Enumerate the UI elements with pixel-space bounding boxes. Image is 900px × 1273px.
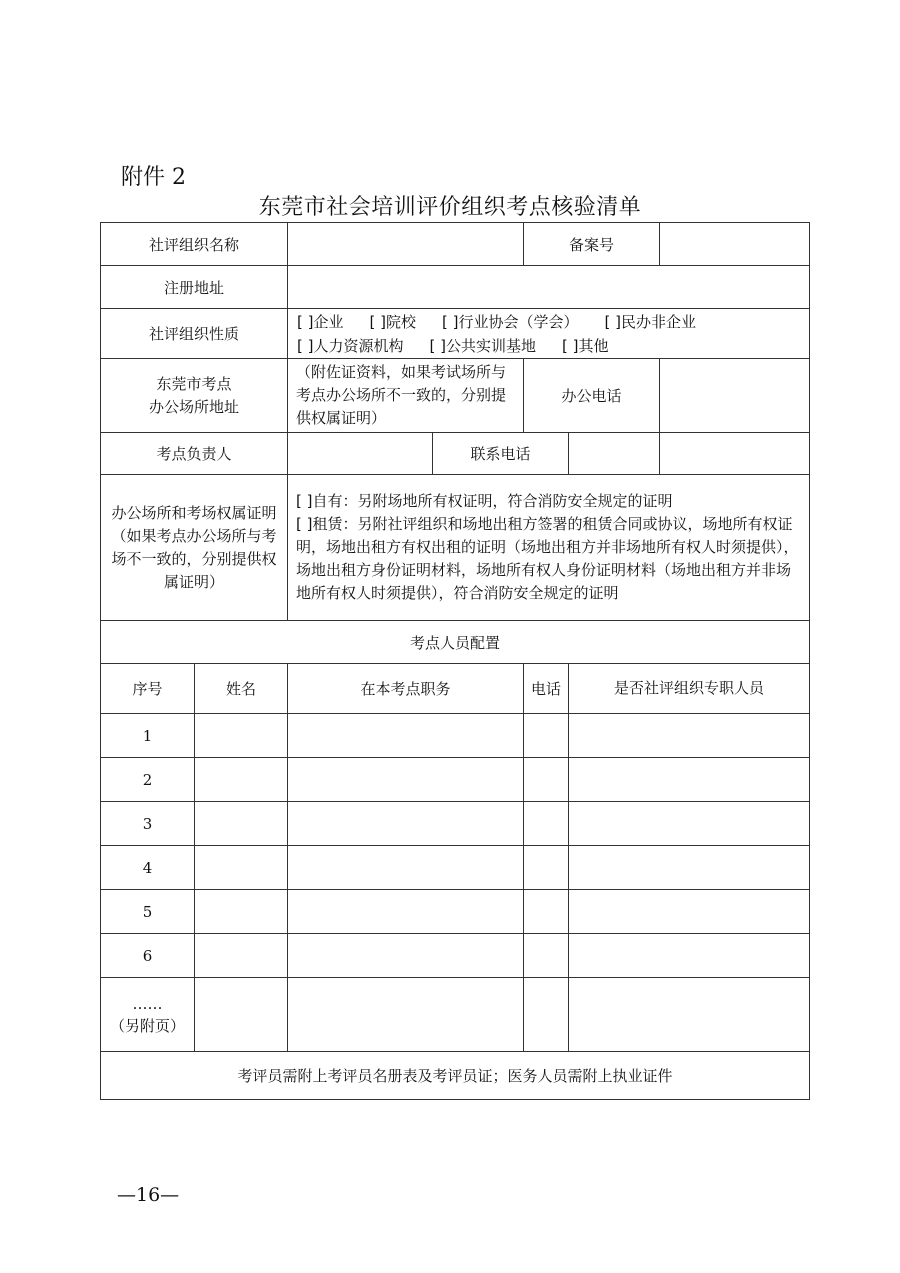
row-seq-more [101, 978, 195, 1052]
org-nature-options [288, 309, 810, 359]
option-public-training-base[interactable]: [ ]公共实训基地 [429, 336, 536, 355]
row-fulltime-cell[interactable] [569, 890, 810, 934]
office-address-label-line1: 东莞市考点 [156, 374, 232, 393]
row-name-cell[interactable] [195, 802, 288, 846]
header-seq: 序号 [101, 664, 195, 714]
option-private-nonenterprise[interactable]: [ ]民办非企业 [604, 312, 696, 331]
row-org-nature [101, 309, 810, 359]
row-position-cell[interactable] [288, 890, 524, 934]
header-name: 姓名 [195, 664, 288, 714]
row-name-cell[interactable] [195, 758, 288, 802]
reg-address-field[interactable] [288, 266, 810, 309]
office-address-label [101, 359, 288, 433]
office-phone-label: 办公电话 [524, 359, 660, 433]
row-fulltime-cell[interactable] [569, 758, 810, 802]
row-position-cell[interactable] [288, 714, 524, 758]
option-other[interactable]: [ ]其他 [561, 336, 609, 355]
row-position-cell[interactable] [288, 802, 524, 846]
table-row [101, 846, 810, 890]
attachment-label: 附件 2 [121, 165, 186, 190]
row-org-name [101, 223, 810, 266]
row-name-cell[interactable] [195, 714, 288, 758]
row-fulltime-cell[interactable] [569, 978, 810, 1052]
row-ownership [101, 475, 810, 621]
table-row [101, 890, 810, 934]
option-school[interactable]: [ ]院校 [369, 312, 416, 331]
header-phone: 电话 [524, 664, 569, 714]
page-number: —16— [117, 1184, 180, 1206]
row-fulltime-cell[interactable] [569, 846, 810, 890]
verification-form-table [100, 222, 810, 1100]
site-manager-label: 考点负责人 [101, 433, 288, 475]
row-site-manager [101, 433, 810, 475]
row-phone-cell[interactable] [524, 978, 569, 1052]
option-enterprise[interactable]: [ ]企业 [297, 312, 344, 331]
table-row [101, 802, 810, 846]
contact-phone-field-2[interactable] [660, 433, 810, 475]
row-seq: 1 [101, 714, 195, 758]
ownership-options [288, 475, 810, 621]
office-address-label-line2: 办公场所地址 [149, 397, 240, 416]
record-no-field[interactable] [660, 223, 810, 266]
row-position-cell[interactable] [288, 934, 524, 978]
row-footer-note [101, 1052, 810, 1100]
row-reg-address [101, 266, 810, 309]
ownership-label: 办公场所和考场权属证明（如果考点办公场所与考场不一致的，分别提供权属证明） [101, 475, 288, 621]
table-row [101, 934, 810, 978]
ownership-own-option[interactable]: [ ]自有：另附场地所有权证明，符合消防安全规定的证明 [296, 492, 673, 510]
office-phone-field[interactable] [660, 359, 810, 433]
more-ellipsis: …… [132, 994, 163, 1013]
reg-address-label: 注册地址 [101, 266, 288, 309]
row-phone-cell[interactable] [524, 934, 569, 978]
org-name-field[interactable] [288, 223, 524, 266]
row-seq: 3 [101, 802, 195, 846]
row-office-address [101, 359, 810, 433]
more-note: （另附页） [109, 1016, 185, 1035]
row-staff-section-title [101, 621, 810, 664]
org-nature-options-row1 [297, 310, 809, 334]
row-position-cell[interactable] [288, 978, 524, 1052]
row-phone-cell[interactable] [524, 758, 569, 802]
header-position: 在本考点职务 [288, 664, 524, 714]
page-title: 东莞市社会培训评价组织考点核验清单 [258, 195, 642, 220]
row-name-cell[interactable] [195, 978, 288, 1052]
table-row-more [101, 978, 810, 1052]
row-name-cell[interactable] [195, 846, 288, 890]
option-industry-association[interactable]: [ ]行业协会（学会） [441, 312, 579, 331]
row-phone-cell[interactable] [524, 802, 569, 846]
org-name-label: 社评组织名称 [101, 223, 288, 266]
record-no-label: 备案号 [524, 223, 660, 266]
row-phone-cell[interactable] [524, 714, 569, 758]
row-phone-cell[interactable] [524, 890, 569, 934]
row-seq: 4 [101, 846, 195, 890]
org-nature-label: 社评组织性质 [101, 309, 288, 359]
table-row [101, 758, 810, 802]
row-seq: 5 [101, 890, 195, 934]
row-phone-cell[interactable] [524, 846, 569, 890]
row-staff-headers [101, 664, 810, 714]
row-name-cell[interactable] [195, 890, 288, 934]
site-manager-field[interactable] [288, 433, 433, 475]
row-fulltime-cell[interactable] [569, 802, 810, 846]
row-seq: 6 [101, 934, 195, 978]
org-nature-options-row2 [297, 334, 809, 358]
contact-phone-field-1[interactable] [569, 433, 660, 475]
option-hr-agency[interactable]: [ ]人力资源机构 [297, 336, 404, 355]
row-position-cell[interactable] [288, 846, 524, 890]
office-address-note[interactable]: （附佐证资料，如果考试场所与考点办公场所不一致的，分别提供权属证明） [288, 359, 524, 433]
table-row [101, 714, 810, 758]
row-seq: 2 [101, 758, 195, 802]
row-fulltime-cell[interactable] [569, 934, 810, 978]
header-fulltime: 是否社评组织专职人员 [569, 664, 810, 714]
staff-section-title: 考点人员配置 [101, 621, 810, 664]
ownership-lease-option[interactable]: [ ]租赁：另附社评组织和场地出租方签署的租赁合同或协议，场地所有权证明，场地出租方有权出租的证明（场地出租方并非场地所有权人时须提供），场地出租方身份证明材料，场地所有权人身份证明材料（场地出租方并非场地所有权人时须提供），符合消防安全规定的证明 [296, 515, 799, 602]
contact-phone-label: 联系电话 [433, 433, 569, 475]
row-position-cell[interactable] [288, 758, 524, 802]
row-fulltime-cell[interactable] [569, 714, 810, 758]
footer-note: 考评员需附上考评员名册表及考评员证；医务人员需附上执业证件 [101, 1052, 810, 1100]
row-name-cell[interactable] [195, 934, 288, 978]
